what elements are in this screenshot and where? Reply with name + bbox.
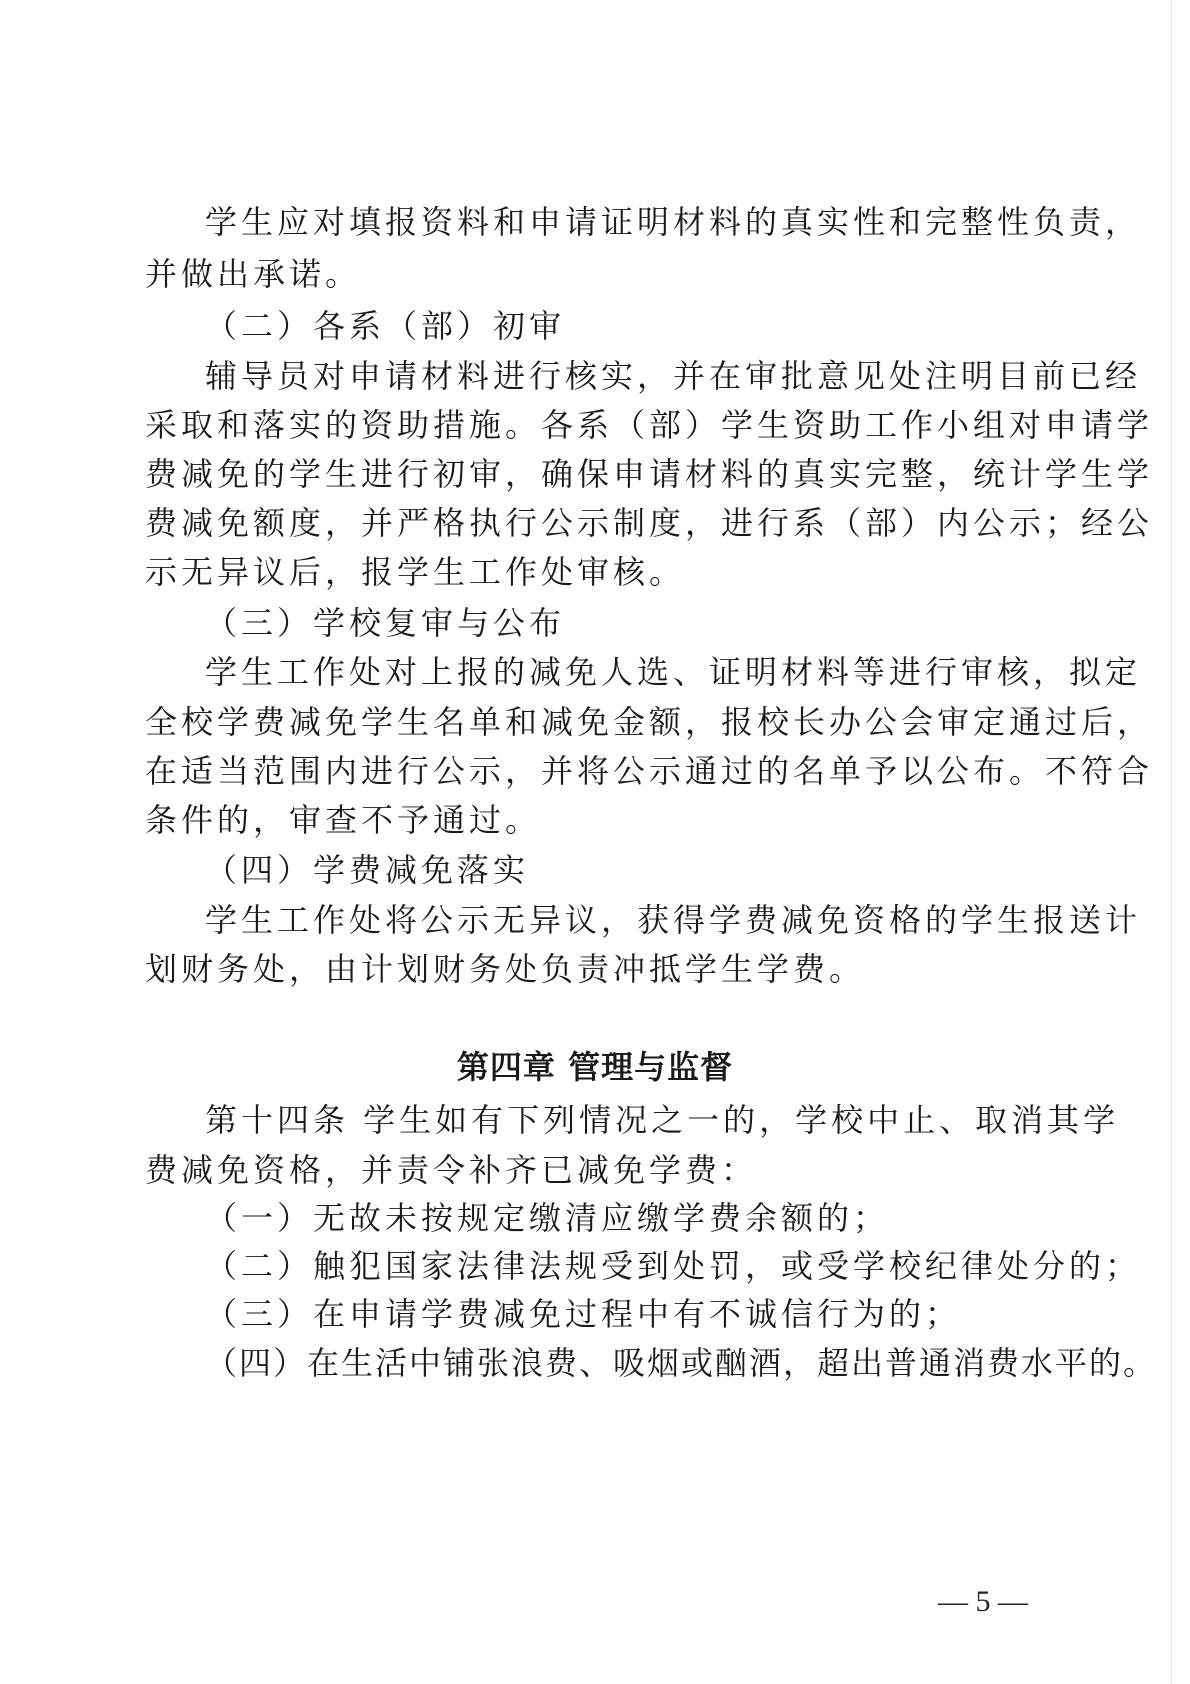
text-line: 辅导员对申请材料进行核实，并在审批意见处注明目前已经 <box>205 357 1142 395</box>
chapter-heading: 第四章 管理与监督 <box>456 1048 734 1086</box>
list-item: （四）在生活中铺张浪费、吸烟或酗酒，超出普通消费水平的。 <box>205 1344 1158 1382</box>
list-item: （三）在申请学费减免过程中有不诚信行为的； <box>205 1295 962 1333</box>
page-number: — 5 — <box>938 1585 1028 1618</box>
section-subheading: （二）各系（部）初审 <box>205 307 566 345</box>
text-line: 费减免的学生进行初审，确保申请材料的真实完整，统计学生学 <box>145 455 1154 493</box>
section-subheading: （三）学校复审与公布 <box>205 604 566 642</box>
text-line: 学生工作处将公示无异议，获得学费减免资格的学生报送计 <box>205 901 1142 939</box>
text-line: 学生工作处对上报的减免人选、证明材料等进行审核，拟定 <box>205 653 1142 691</box>
list-item: （二）触犯国家法律法规受到处罚，或受学校纪律处分的； <box>205 1247 1142 1285</box>
section-subheading: （四）学费减免落实 <box>205 851 530 889</box>
text-line: 划财务处，由计划财务处负责冲抵学生学费。 <box>145 950 866 988</box>
text-line: 费减免额度，并严格执行公示制度，进行系（部）内公示；经公 <box>145 504 1154 542</box>
list-item: （一）无故未按规定缴清应缴学费余额的； <box>205 1199 890 1237</box>
text-line: 条件的，审查不予通过。 <box>145 801 542 839</box>
text-line: 示无异议后，报学生工作处审核。 <box>145 553 686 591</box>
text-line: 采取和落实的资助措施。各系（部）学生资助工作小组对申请学 <box>145 406 1154 444</box>
text-line: 在适当范围内进行公示，并将公示通过的名单予以公布。不符合 <box>145 752 1154 790</box>
article-line: 费减免资格，并责令补齐已减免学费： <box>145 1151 758 1189</box>
scan-edge-line <box>1171 0 1172 1684</box>
text-line: 全校学费减免学生名单和减免金额，报校长办公会审定通过后， <box>145 703 1154 741</box>
text-line: 并做出承诺。 <box>145 255 362 293</box>
article-line: 第十四条 学生如有下列情况之一的，学校中止、取消其学 <box>205 1101 1120 1139</box>
text-line: 学生应对填报资料和申请证明材料的真实性和完整性负责， <box>205 203 1142 241</box>
